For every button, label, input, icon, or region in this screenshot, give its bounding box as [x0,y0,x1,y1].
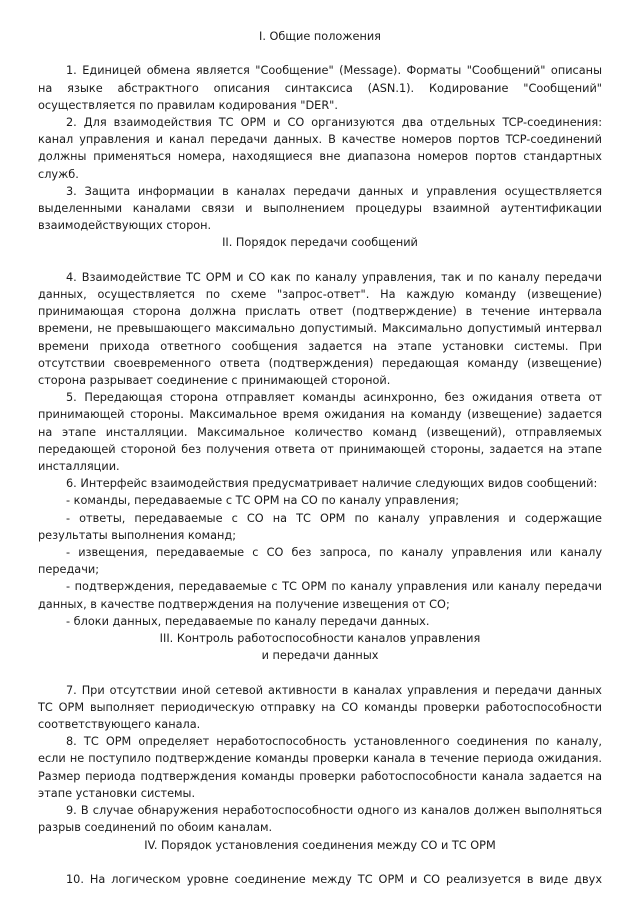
list-item-notifications: - извещения, передаваемые с СО без запроса, по каналу управления или каналу передачи; [38,546,602,577]
heading-line: III. Контроль работоспособности каналов управления [159,632,481,646]
paragraph-6: 6. Интерфейс взаимодействия предусматривает наличие следующих видов сообщений: [66,477,598,491]
section-heading-channel-control-line-2 [38,647,602,664]
paragraph-3: 3. Защита информации в каналах передачи данных и управления осуществляется выделенными каналами связи и выполнением процедуры взаимной аутентификации взаимодействующих сторон. [38,184,602,233]
section-heading-message-transfer [38,234,602,251]
section-heading-channel-control [38,630,602,647]
paragraph-1: 1. Единицей обмена является "Сообщение" (Message). Форматы "Сообщений" описаны на языке абстрактного описания синтаксиса (ASN.1). Кодирование "Сообщений" осуществляется по правилам кодирования "DER". [38,64,602,112]
list-item-data-blocks: - блоки данных, передаваемые по каналу передачи данных. [66,614,430,628]
paragraph-2: 2. Для взаимодействия ТС ОРМ и СО организуются два отдельных TCP-соединения: канал управления и канал передачи данных. В качестве номеров портов TCP-соединений должны применяться номера, находящиеся вне диапазона номеров портов стандартных служб. [38,116,602,181]
heading-line: и передачи данных [261,649,379,663]
heading-line: IV. Порядок установления соединения между СО и ТС ОРМ [144,838,496,852]
paragraph-5: 5. Передающая сторона отправляет команды асинхронно, без ожидания ответа от принимающей стороны. Максимальное время ожидания на команду (извещение) задается на этапе инсталляции. Максимальное количество команд (извещений), отправляемых передающей стороной без получения ответа от принимающей стороны, задается на этапе инсталляции. [38,391,602,474]
section-heading-general-provisions [38,28,602,45]
list-item-confirmations: - подтверждения, передаваемые с ТС ОРМ по каналу управления или каналу передачи данных, в качестве подтверждения на получение извещения от СО; [38,580,602,611]
heading-line: II. Порядок передачи сообщений [222,236,418,250]
paragraph-8: 8. ТС ОРМ определяет неработоспособность установленного соединения по каналу, если не поступило подтверждение команды проверки канала в течение периода ожидания. Размер периода подтверждения команды проверки работоспособности канала задается на этапе установки системы. [38,735,602,800]
paragraph-9: 9. В случае обнаружения неработоспособности одного из каналов должен выполняться разрыв соединений по обоим каналам. [38,804,602,835]
list-item-commands: - команды, передаваемые с ТС ОРМ на СО по каналу управления; [66,494,460,508]
paragraph-10: 10. На логическом уровне соединение между ТС ОРМ и СО реализуется в виде двух [66,872,602,886]
heading-line: I. Общие положения [259,30,381,43]
list-item-responses: - ответы, передаваемые с СО на ТС ОРМ по каналу управления и содержащие результаты выполнения команд; [38,511,602,542]
section-heading-connection-setup [38,837,602,854]
paragraph-7: 7. При отсутствии иной сетевой активности в каналах управления и передачи данных ТС ОРМ выполняет периодическую отправку на СО команды проверки работоспособности соответствующего канала. [38,683,602,732]
paragraph-4: 4. Взаимодействие ТС ОРМ и СО как по каналу управления, так и по каналу передачи данных, осуществляется по схеме "запрос-ответ". На каждую команду (извещение) принимающая сторона должна прислать ответ (подтверждение) в течение интервала времени, не превышающего максимально допустимый. Максимально допустимый интервал времени прихода ответного сообщения задается на этапе установки системы. При отсутствии своевременного ответа (подтверждения) передающая команду (извещение) сторона разрывает соединение с принимающей стороной. [38,270,602,388]
document-page [38,28,602,888]
